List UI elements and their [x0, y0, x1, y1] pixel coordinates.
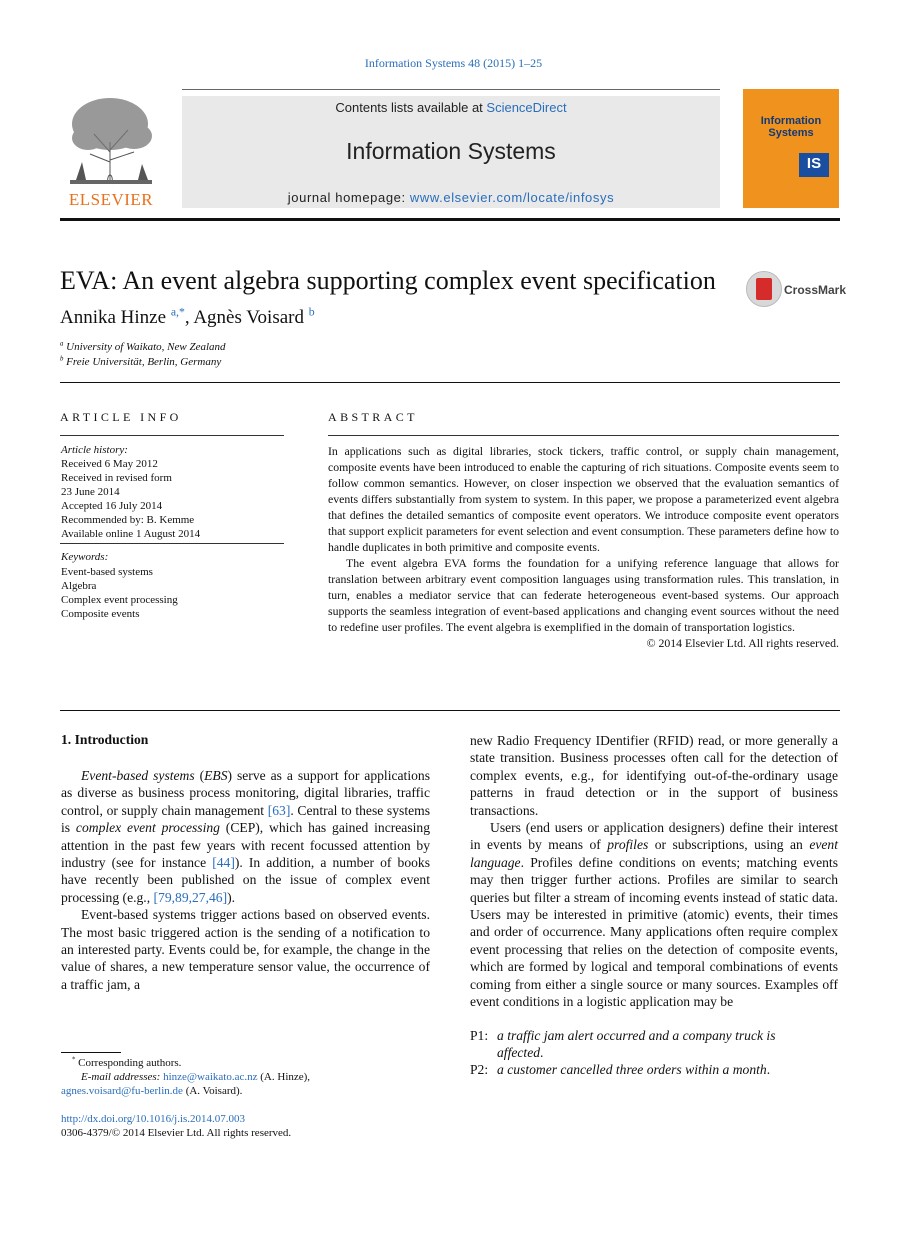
header-rule	[60, 218, 840, 221]
author-name[interactable]: Annika Hinze	[60, 307, 167, 328]
section-rule	[60, 382, 840, 383]
author-affil-marks[interactable]: a,*	[170, 305, 185, 319]
text: (	[194, 768, 205, 783]
text: ) serve as a support for applications as diverse as business process monitoring, digital libraries, traffic control, or supply chain management	[61, 768, 430, 818]
article-info-rule	[60, 543, 284, 544]
abstract-copyright: © 2014 Elsevier Ltd. All rights reserved.	[646, 636, 839, 650]
article-title: EVA: An event algebra supporting complex event specification	[60, 266, 716, 295]
cover-title	[743, 115, 839, 139]
footnote-emails-cont	[61, 1084, 242, 1098]
affiliation-b	[60, 356, 221, 368]
body-paragraph	[61, 767, 430, 906]
journal-title: Information Systems	[346, 138, 556, 164]
cover-title-line1: Information	[760, 115, 822, 127]
keyword: Event-based systems	[61, 566, 153, 578]
history-item: Received in revised form	[61, 472, 172, 484]
crossmark-icon	[746, 271, 782, 307]
contents-line	[182, 100, 720, 115]
footnote-corresponding	[72, 1056, 181, 1070]
citation-link[interactable]: [44]	[212, 855, 235, 871]
author-affil-marks[interactable]: b	[308, 305, 315, 319]
journal-cover-thumbnail[interactable]	[743, 89, 839, 208]
crossmark-label: CrossMark	[784, 283, 847, 297]
sciencedirect-link[interactable]: ScienceDirect	[486, 100, 567, 115]
abstract-paragraph: The event algebra EVA forms the foundation for a unifying reference language that allows for translation between arbitrary event composition languages using transformation rules. This translation, in turn, enables a mediator service that can federate heterogeneous event-based systems. Our approach supports the seamless integration of event-based applications and changing event sources without the need to redefine user profiles. The event algebra is exemplified in the domain of transportation logistics.	[328, 556, 839, 634]
affiliation-a	[60, 341, 226, 353]
abstract-body	[328, 443, 839, 651]
keywords-label: Keywords:	[61, 551, 109, 563]
affiliation-text: Freie Universität, Berlin, Germany	[66, 356, 222, 368]
issn-copyright: 0306-4379/© 2014 Elsevier Ltd. All rights reserved.	[61, 1127, 292, 1139]
affiliation-mark: a	[60, 340, 64, 348]
email-owner: (A. Voisard).	[182, 1085, 243, 1097]
email-link[interactable]: agnes.voisard@fu-berlin.de	[61, 1085, 183, 1097]
text: Users (end users or application designers) define their interest in events by means of	[470, 820, 838, 853]
citation-link[interactable]: [79,89,27,46]	[153, 889, 228, 905]
profile-example-p1	[470, 1027, 838, 1062]
history-label: Article history:	[61, 444, 128, 456]
profile-label: P2:	[470, 1062, 489, 1078]
affiliation-mark: b	[60, 355, 64, 363]
body-paragraph: Event-based systems trigger actions based on observed events. The most basic triggered action is the sending of a notification to an interested party. Events could be, for example, the change in the value of shares, a new temperature sensor value, the occurrence of a traffic jam, a	[61, 907, 430, 992]
body-paragraph: new Radio Frequency IDentifier (RFID) read, or more generally a state transition. Business processes often call for the detection of complex events, e.g., for identifying out-of-the-ordinary usage patterns in fraud detection or in the support of business transactions.	[470, 733, 838, 818]
body-paragraph	[470, 819, 838, 1010]
author-list	[60, 307, 315, 329]
term: profiles	[607, 837, 649, 853]
abstract-heading: ABSTRACT	[328, 410, 418, 424]
affiliation-text: University of Waikato, New Zealand	[66, 341, 226, 353]
term: Event-based systems	[81, 768, 195, 783]
text: or subscriptions, using an	[648, 837, 810, 853]
section-heading-introduction: 1. Introduction	[61, 732, 149, 747]
profile-period: .	[766, 1062, 771, 1078]
cover-title-line2: Systems	[768, 127, 814, 139]
profile-period: .	[540, 1044, 544, 1060]
profile-text: a traffic jam alert occurred and a company truck is	[497, 1027, 776, 1043]
masthead-top-rule	[182, 89, 720, 90]
author-name[interactable]: Agnès Voisard	[193, 307, 304, 328]
section-rule	[60, 710, 840, 711]
abstract-paragraph: In applications such as digital libraries, stock tickers, traffic control, or supply chain management, composite events have been introduced to enable the capturing of rich situations. Composite events seem to follow common semantics. However, on closer inspection we observed that the evaluation semantics of events differs substantially from system to system. In this paper, we propose a parameterized event algebra that defines the detailed semantics of composite event operators. We introduce composite event operators that support explicit parameters for event selection and event consumption. These parameters define how to handle duplicates in both primitive and composite events.	[328, 444, 839, 554]
term: event language	[470, 837, 838, 870]
elsevier-tree-icon	[60, 92, 162, 188]
footnote-mark: *	[72, 1056, 76, 1064]
profile-label: P1:	[470, 1027, 489, 1043]
doi-link[interactable]: http://dx.doi.org/10.1016/j.is.2014.07.003	[61, 1113, 246, 1125]
contents-prefix: Contents lists available at	[335, 100, 487, 115]
footnote-rule	[61, 1052, 121, 1053]
keyword: Complex event processing	[61, 594, 178, 606]
history-item: Received 6 May 2012	[61, 458, 158, 470]
body-column-right	[470, 732, 838, 1079]
text: ). In addition, a number of books have recently been published on the issue of complex event processing (e.g.,	[61, 855, 430, 905]
profile-text-continued	[470, 1044, 838, 1061]
history-item: 23 June 2014	[61, 486, 120, 498]
email-label: E-mail addresses:	[81, 1071, 164, 1083]
footnote-emails	[81, 1070, 310, 1084]
text: . Central to these systems is	[61, 802, 430, 836]
keyword: Algebra	[61, 580, 97, 592]
crossmark-button[interactable]	[746, 271, 847, 307]
publisher-wordmark: ELSEVIER	[68, 190, 154, 209]
history-item: Accepted 16 July 2014	[61, 500, 163, 512]
cover-emblem-text: IS	[806, 155, 822, 172]
term: complex event processing	[75, 820, 220, 836]
email-owner: (A. Hinze),	[257, 1071, 311, 1083]
history-item: Recommended by: B. Kemme	[61, 514, 195, 526]
journal-masthead	[182, 96, 720, 208]
journal-reference-link[interactable]: Information Systems 48 (2015) 1–25	[364, 56, 543, 70]
footnote-text: Corresponding authors.	[75, 1057, 182, 1069]
citation-link[interactable]: [63]	[267, 802, 291, 818]
journal-homepage-line	[182, 190, 720, 205]
homepage-prefix: journal homepage:	[287, 190, 410, 205]
cover-emblem	[799, 153, 829, 177]
history-item: Available online 1 August 2014	[61, 528, 201, 540]
profile-example-p2	[470, 1061, 838, 1078]
article-info-rule	[60, 435, 284, 436]
body-column-left	[61, 767, 430, 993]
author-separator: ,	[184, 307, 194, 328]
text: ).	[227, 889, 236, 905]
keyword: Composite events	[61, 608, 140, 620]
profile-text: a customer cancelled three orders within a month	[497, 1062, 767, 1078]
journal-homepage-link[interactable]: www.elsevier.com/locate/infosys	[409, 190, 615, 205]
article-info-heading: ARTICLE INFO	[60, 410, 182, 424]
profile-text: affected	[497, 1044, 541, 1060]
text: (CEP), which has gained increasing attention in the past few years with recent focussed attention by industry (see for instance	[61, 820, 430, 871]
email-link[interactable]: hinze@waikato.ac.nz	[163, 1071, 258, 1083]
term: EBS	[204, 768, 228, 783]
abstract-rule	[328, 435, 839, 436]
elsevier-logo	[60, 92, 162, 210]
text: . Profiles define conditions on events; matching events may then trigger further actions. Profiles are similar to search queries but filter a stream of incoming events instead of static data. Users may be interested in primitive (atomic) events, their times and order of occurrence. Many applications often require complex event processing that relies on the detection of composite events, which are formed by logical and temporal combinations of events coming from either a single source or many sources. Examples off event conditions in a logistic application may be	[470, 854, 838, 1010]
